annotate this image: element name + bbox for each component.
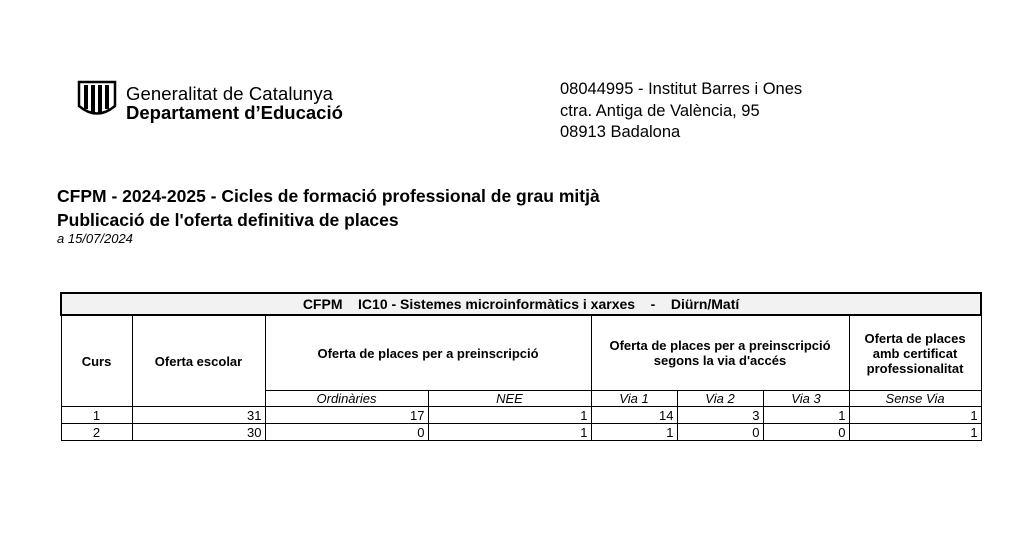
subheader-sense-via: Sense Via [849,391,981,407]
subheader-via-3: Via 3 [763,391,849,407]
school-line-3: 08913 Badalona [560,123,681,141]
subheader-ordinaries: Ordinàries [265,391,428,407]
cell-via-2: 3 [677,407,763,424]
cell-via-1: 1 [591,424,677,441]
table-banner: CFPM IC10 - Sistemes microinformàtics i xarxes - Diürn/Matí [61,293,981,315]
table-row [61,407,981,424]
generalitat-logo-icon [75,79,119,117]
header-curs: Curs [61,315,132,407]
cell-sense-via: 1 [849,407,981,424]
table-row [61,424,981,441]
cell-nee: 1 [428,407,591,424]
org-line-2: Departament d’Educació [126,102,343,123]
table-header-row [61,315,981,391]
header-oferta-escolar: Oferta escolar [132,315,265,407]
cell-ordinaries: 17 [265,407,428,424]
header-via-acces: Oferta de places per a preinscripció segons la via d'accés [591,315,849,391]
school-address [560,79,802,144]
cell-sense-via: 1 [849,424,981,441]
table-banner-row [61,293,981,315]
title-line-2: Publicació de l'oferta definitiva de places [57,210,399,230]
subheader-via-1: Via 1 [591,391,677,407]
org-line-1: Generalitat de Catalunya [126,83,334,104]
header-preinscripcio: Oferta de places per a preinscripció [265,315,591,391]
cell-via-3: 1 [763,407,849,424]
cell-oferta-escolar: 30 [132,424,265,441]
publication-date: a 15/07/2024 [57,231,133,246]
cell-via-1: 14 [591,407,677,424]
cell-oferta-escolar: 31 [132,407,265,424]
school-line-2: ctra. Antiga de València, 95 [560,101,760,120]
offer-table [60,292,982,441]
cell-curs: 1 [61,407,132,424]
subheader-via-2: Via 2 [677,391,763,407]
cell-nee: 1 [428,424,591,441]
cell-via-3: 0 [763,424,849,441]
school-line-1: 08044995 - Institut Barres i Ones [560,80,803,98]
cell-ordinaries: 0 [265,424,428,441]
cell-via-2: 0 [677,424,763,441]
header-certificat: Oferta de places amb certificat professionalitat [849,315,981,391]
subheader-nee: NEE [428,391,591,407]
cell-curs: 2 [61,424,132,441]
title-line-1: CFPM - 2024-2025 - Cicles de formació professional de grau mitjà [57,186,600,206]
document-title [57,184,600,232]
organization-name [126,84,343,122]
